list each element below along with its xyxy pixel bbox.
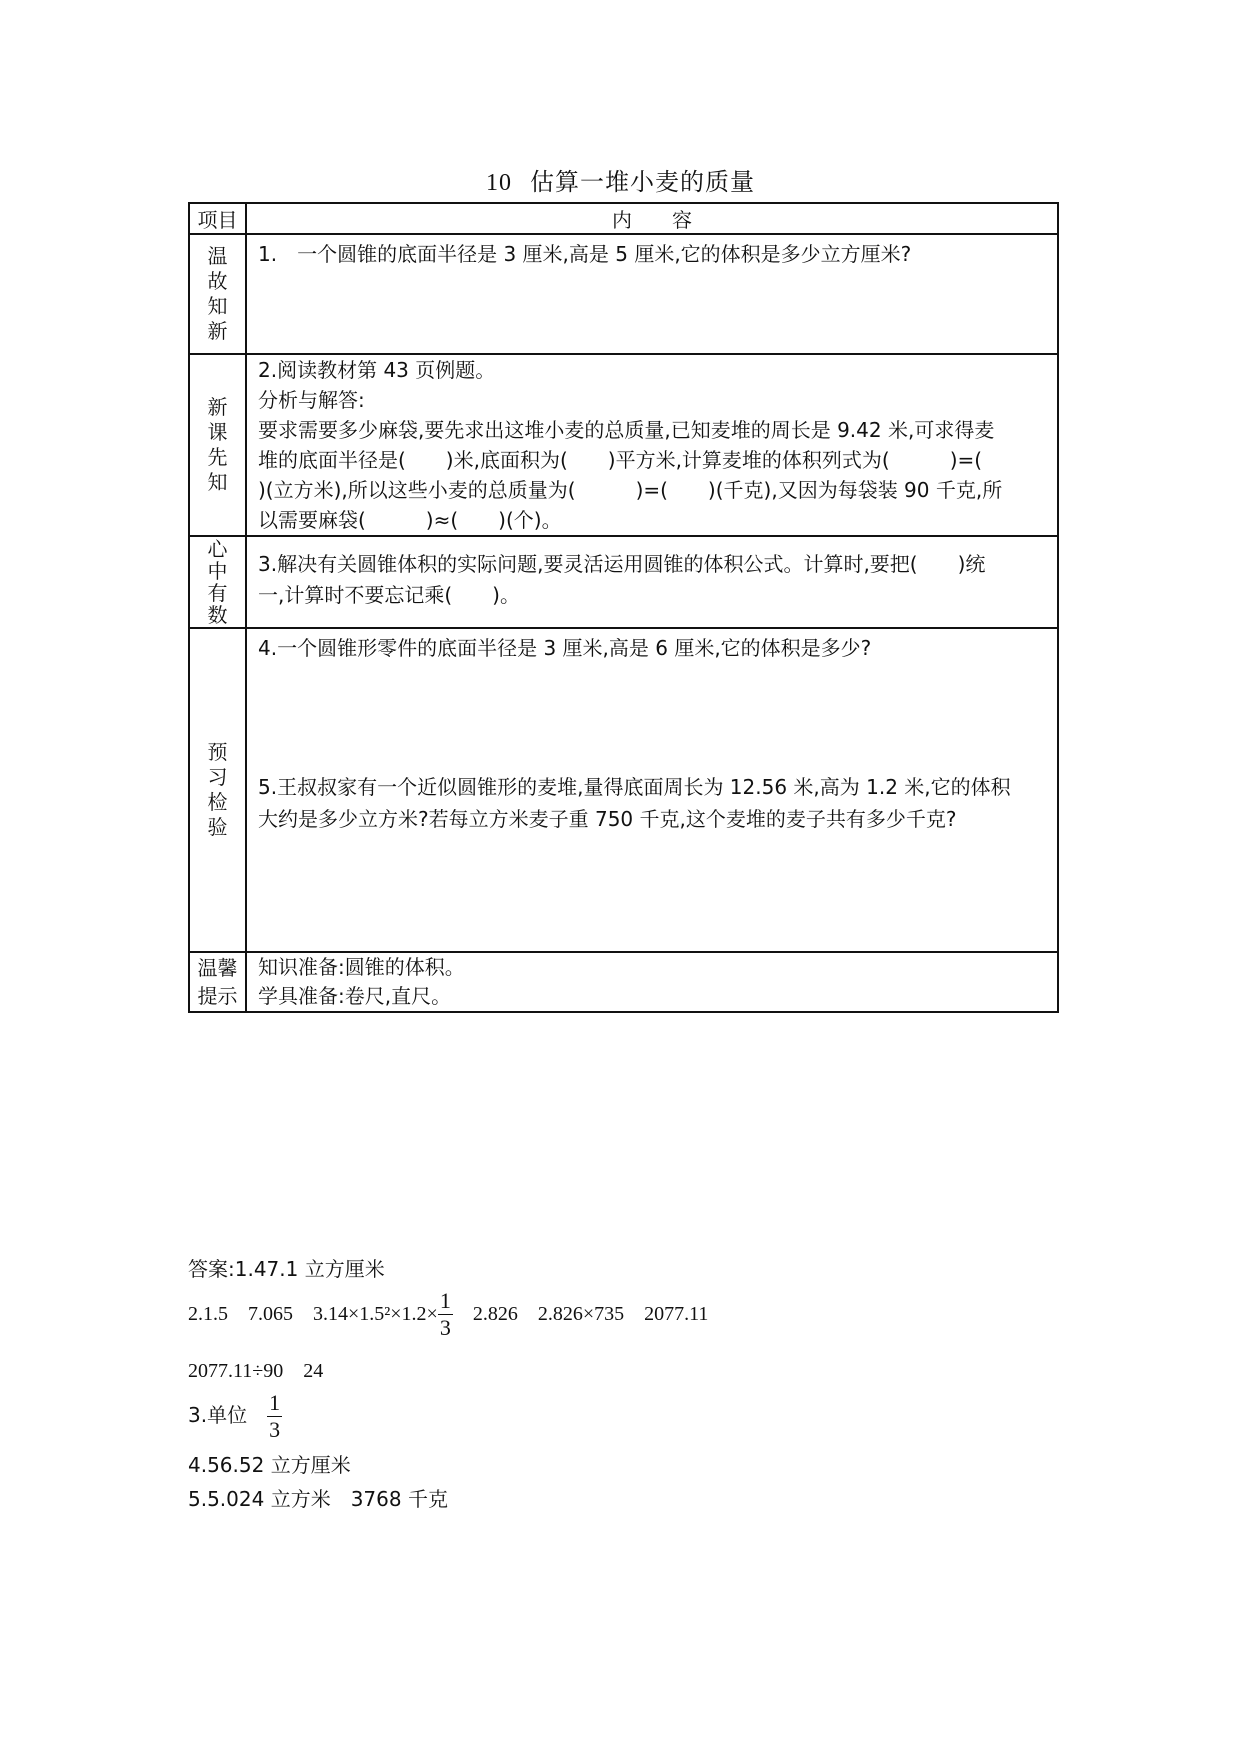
header-item: 项目 <box>189 203 246 234</box>
table-row-check <box>189 628 1058 952</box>
header-content: 内 容 <box>246 203 1058 234</box>
row-label-tips <box>189 952 246 1012</box>
question-3-line: 3.解决有关圆锥体积的实际问题,要灵活运用圆锥的体积公式。计算时,要把( )统 <box>258 552 986 576</box>
label-char: 验 <box>207 815 228 839</box>
answer-2 <box>188 1288 708 1341</box>
table-row-key-points <box>189 536 1058 628</box>
fraction-numerator: 1 <box>439 1288 451 1313</box>
row-content-key-points <box>246 536 1058 628</box>
fraction-denominator: 3 <box>269 1417 281 1442</box>
question-2-line: )(立方米),所以这些小麦的总质量为( )=( )(千克),又因为每袋装 90 千克,所 <box>258 478 1003 502</box>
label-char: 新 <box>207 395 228 419</box>
question-5-line: 大约是多少立方米?若每立方米麦子重 750 千克,这个麦堆的麦子共有多少千克? <box>258 807 957 831</box>
fraction-one-third <box>267 1390 282 1443</box>
answer-3-prefix: 3.单位 <box>188 1403 268 1427</box>
question-1: 1. 一个圆锥的底面半径是 3 厘米,高是 5 厘米,它的体积是多少立方厘米? <box>258 242 912 266</box>
label-word: 温馨 <box>197 956 238 980</box>
page-title <box>0 162 1241 197</box>
question-2-line: 以需要麻袋( )≈( )(个)。 <box>258 508 562 532</box>
label-char: 中 <box>207 559 228 583</box>
label-char: 预 <box>207 740 228 764</box>
answer-5: 5.5.024 立方米 3768 千克 <box>188 1487 448 1511</box>
row-content-preview <box>246 354 1058 536</box>
question-2-line: 堆的底面半径是( )米,底面积为( )平方米,计算麦堆的体积列式为( )=( <box>258 448 983 472</box>
label-char: 温 <box>207 244 228 268</box>
question-5 <box>258 771 1049 835</box>
row-content-review <box>246 234 1058 354</box>
fraction-denominator: 3 <box>439 1315 451 1340</box>
row-label-preview <box>189 354 246 536</box>
table-row-tips <box>189 952 1058 1012</box>
label-char: 课 <box>207 420 228 444</box>
row-content-check <box>246 628 1058 952</box>
label-char: 心 <box>207 537 228 561</box>
fraction-one-third <box>438 1288 453 1341</box>
question-4: 4.一个圆锥形零件的底面半径是 3 厘米,高是 6 厘米,它的体积是多少? <box>258 636 872 660</box>
label-char: 检 <box>207 790 228 814</box>
answer-2-suffix: 2.826 2.826×735 2077.11 <box>452 1303 709 1325</box>
lesson-title: 估算一堆小麦的质量 <box>530 168 755 196</box>
label-char: 知 <box>207 470 228 494</box>
label-char: 习 <box>207 765 228 789</box>
label-char: 先 <box>207 445 228 469</box>
question-2-line: 2.阅读教材第 43 页例题。 <box>258 358 496 382</box>
row-label-check <box>189 628 246 952</box>
fraction-numerator: 1 <box>269 1390 281 1415</box>
label-char: 有 <box>207 581 228 605</box>
question-2-line: 分析与解答: <box>258 388 365 412</box>
row-label-key-points <box>189 536 246 628</box>
label-char: 故 <box>207 269 228 293</box>
answer-2-continued: 2077.11÷90 24 <box>188 1360 324 1382</box>
answer-4: 4.56.52 立方厘米 <box>188 1453 351 1477</box>
question-2-line: 要求需要多少麻袋,要先求出这堆小麦的总质量,已知麦堆的周长是 9.42 米,可求得麦 <box>258 418 995 442</box>
answer-2-prefix: 2.1.5 7.065 3.14×1.5²×1.2× <box>188 1303 438 1325</box>
answer-1: 答案:1.47.1 立方厘米 <box>188 1257 385 1281</box>
tip-tools: 学具准备:卷尺,直尺。 <box>258 984 452 1008</box>
table-row-review <box>189 234 1058 354</box>
table-row-preview <box>189 354 1058 536</box>
label-char: 知 <box>207 294 228 318</box>
lesson-table <box>188 202 1059 1013</box>
label-word: 提示 <box>197 984 238 1008</box>
row-content-tips <box>246 952 1058 1012</box>
question-5-line: 5.王叔叔家有一个近似圆锥形的麦堆,量得底面周长为 12.56 米,高为 1.2 米,它的体积 <box>258 775 1011 799</box>
label-char: 数 <box>207 603 228 627</box>
tip-knowledge: 知识准备:圆锥的体积。 <box>258 955 465 979</box>
row-label-review <box>189 234 246 354</box>
lesson-number: 10 <box>486 170 512 196</box>
answer-3 <box>188 1390 282 1443</box>
table-header-row <box>189 203 1058 234</box>
question-3-line: 一,计算时不要忘记乘( )。 <box>258 583 520 607</box>
label-char: 新 <box>207 319 228 343</box>
